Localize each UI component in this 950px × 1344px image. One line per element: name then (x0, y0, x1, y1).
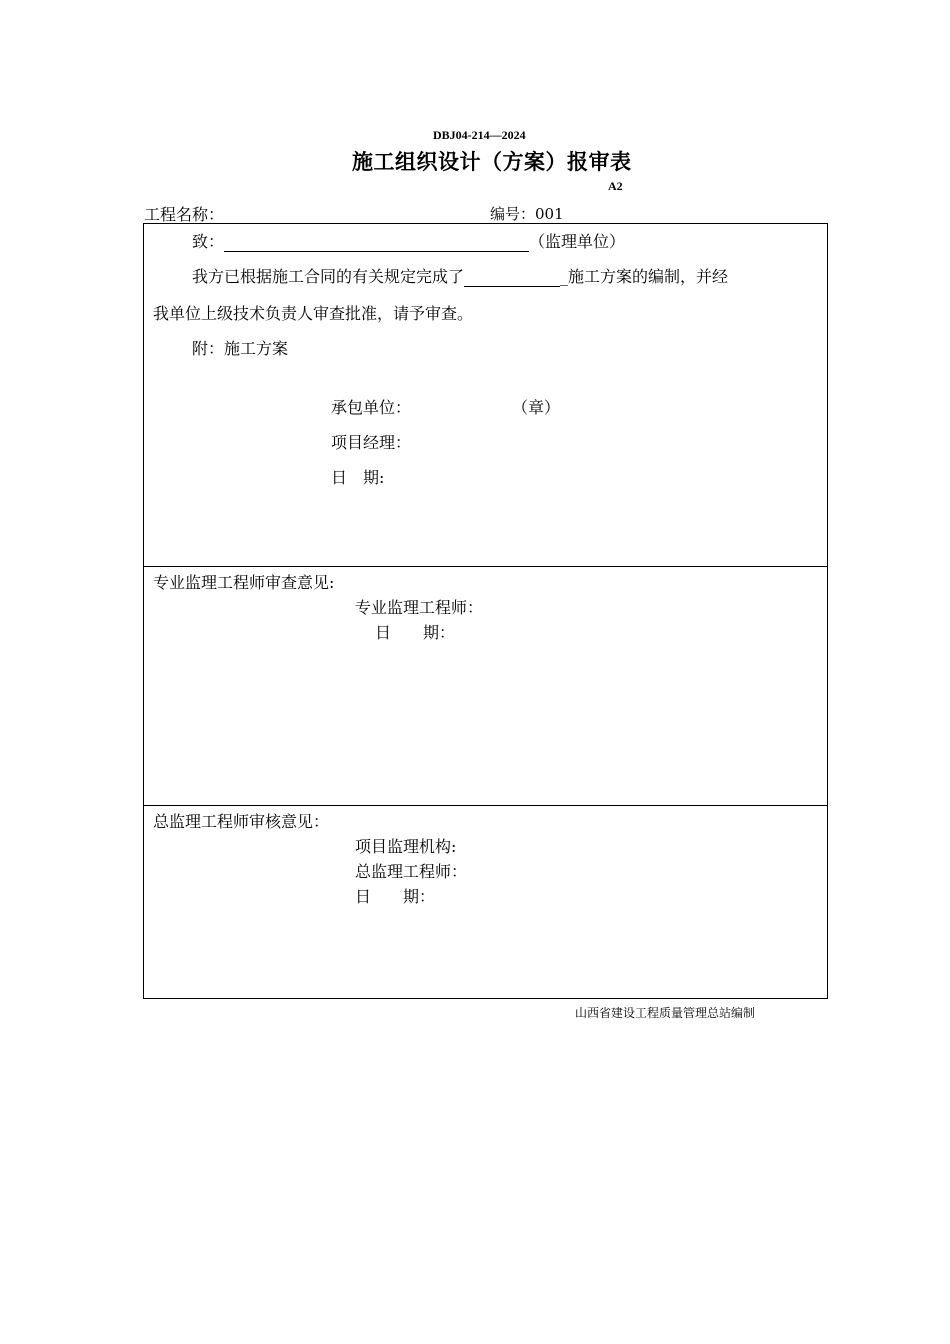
project-name-label: 工程名称： (144, 205, 225, 224)
chief-engineer-label: 总监理工程师： (355, 862, 468, 881)
specialist-review-heading: 专业监理工程师审查意见: (153, 573, 335, 592)
contractor-label: 承包单位： (331, 398, 412, 417)
plan-name-blank[interactable] (464, 270, 560, 287)
addressee-line (192, 229, 625, 252)
form-code: A2 (608, 179, 623, 193)
to-label: 致： (192, 232, 225, 251)
form-table (143, 223, 828, 999)
body-line-1-prefix: 我方已根据施工合同的有关规定完成了 (192, 267, 465, 286)
body-line-1 (192, 264, 728, 287)
addressee-blank[interactable] (224, 235, 529, 252)
seal-label: （章） (512, 398, 561, 417)
body-line-1-suffix: _施工方案的编制，并经 (560, 267, 729, 286)
project-manager-label: 项目经理： (331, 433, 412, 452)
chief-review-section (144, 806, 827, 998)
standard-code: DBJ04-214—2024 (433, 128, 526, 142)
page-title: 施工组织设计（方案）报审表 (352, 149, 632, 174)
specialist-engineer-label: 专业监理工程师： (355, 598, 484, 617)
supervision-org-label: 项目监理机构: (355, 837, 457, 856)
submission-section (144, 224, 827, 567)
publisher-footer: 山西省建设工程质量管理总站编制 (575, 1006, 756, 1020)
body-line-2: 我单位上级技术负责人审查批准，请予审查。 (153, 304, 474, 323)
supervisor-unit-suffix: （监理单位） (529, 232, 626, 251)
specialist-date-label: 日 期： (375, 623, 456, 642)
date-label: 日 期: (331, 468, 385, 487)
chief-date-label: 日 期： (355, 887, 436, 906)
chief-review-heading: 总监理工程师审核意见： (153, 812, 330, 831)
serial-number: 编号：001 (490, 205, 564, 223)
specialist-review-section (144, 567, 827, 806)
attachment-note: 附：施工方案 (192, 339, 289, 358)
